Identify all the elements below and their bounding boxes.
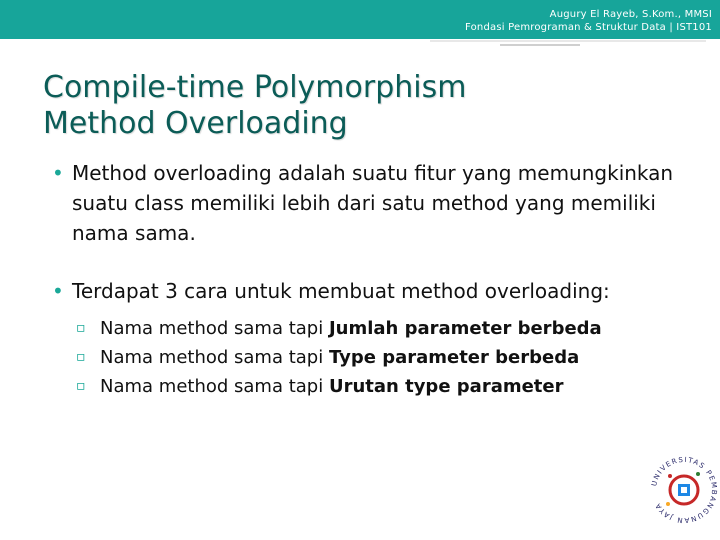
bullet-dot-icon: • (52, 161, 64, 185)
bullet-text: Terdapat 3 cara untuk membuat method overloading: (72, 279, 610, 303)
sub-bullet-emphasis: Jumlah parameter berbeda (328, 318, 602, 339)
sub-bullet-prefix: Nama method sama tapi (100, 376, 329, 397)
bullet-text: Method overloading adalah suatu fitur yang memungkinkan suatu class memiliki lebih dari satu method yang memiliki nama sama. (72, 161, 674, 245)
title-line-1: Compile-time Polymorphism (43, 70, 467, 105)
hollow-square-icon: ▫ (76, 349, 86, 365)
header-stripe (500, 44, 580, 46)
sub-bullet-emphasis: Type parameter berbeda (328, 347, 580, 368)
header-band (0, 0, 720, 46)
sub-bullet-item (76, 343, 692, 372)
bullet-dot-icon: • (52, 279, 64, 303)
svg-text:UNIVERSITAS PEMBANGUNAN JAYA: UNIVERSITAS PEMBANGUNAN JAYA (650, 455, 719, 525)
sub-bullet-list (76, 314, 692, 401)
hollow-square-icon: ▫ (76, 320, 86, 336)
sub-bullet-item (76, 372, 692, 401)
title-line-2: Method Overloading (43, 106, 348, 141)
sub-bullet-emphasis: Urutan type parameter (328, 376, 564, 397)
hollow-square-icon: ▫ (76, 378, 86, 394)
sub-bullet-prefix: Nama method sama tapi (100, 347, 329, 368)
slide-title (43, 70, 466, 142)
header-stripe (430, 40, 706, 42)
header-course: Fondasi Pemrograman & Struktur Data | IST101 (465, 22, 712, 33)
bullet-list (52, 158, 692, 429)
bullet-item (52, 158, 692, 248)
bullet-item (52, 276, 692, 401)
header-author: Augury El Rayeb, S.Kom., MMSI (549, 9, 712, 20)
university-seal-logo-icon (646, 452, 720, 528)
sub-bullet-item (76, 314, 692, 343)
sub-bullet-prefix: Nama method sama tapi (100, 318, 329, 339)
